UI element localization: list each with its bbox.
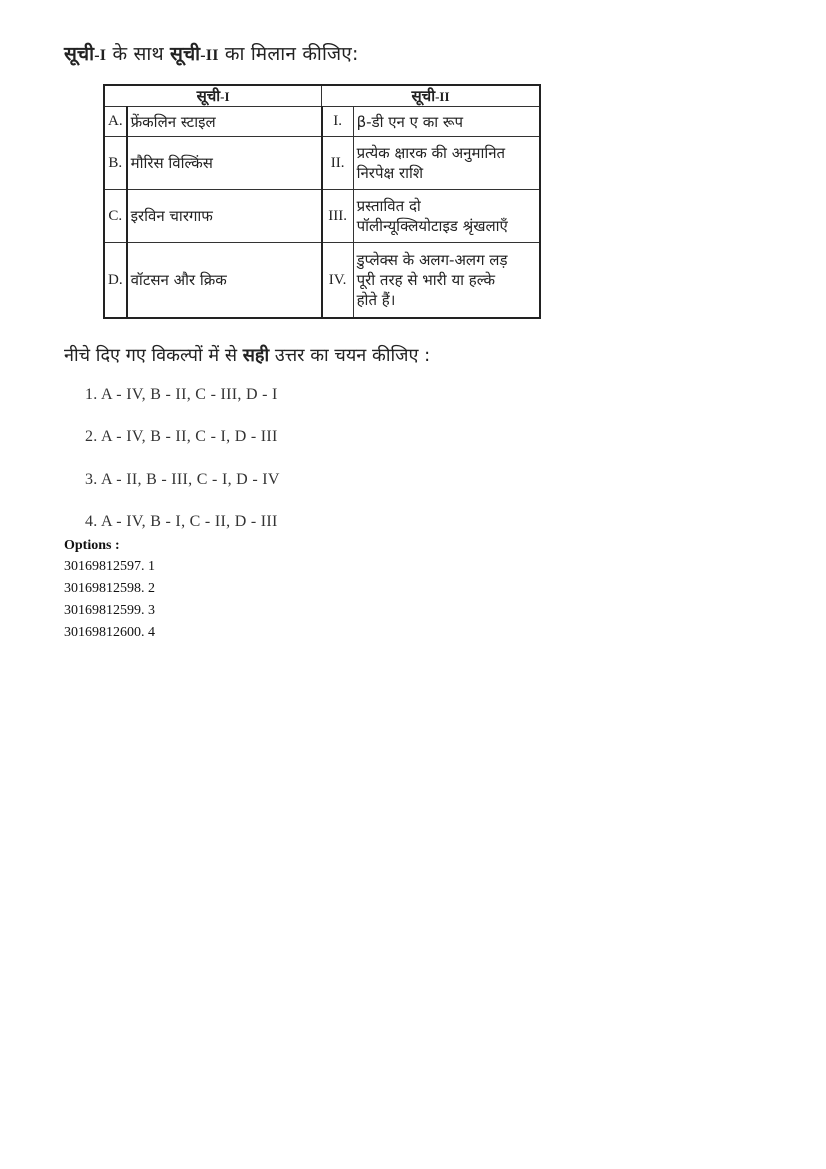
header-list1-word: सूची — [196, 87, 221, 105]
header-list1-num: -I — [220, 89, 230, 104]
instruction-after: उत्तर का चयन कीजिए : — [269, 345, 431, 366]
row-desc-line: डुप्लेक्स के अलग-अलग लड़ — [356, 251, 508, 269]
instruction-text — [64, 343, 430, 367]
row-item: मौरिस विल्किंस — [127, 137, 322, 190]
question-text-match: का मिलान कीजिए: — [218, 43, 359, 65]
row-desc-line: पॉलीन्यूक्लियोटाइड श्रृंखलाएँ — [356, 217, 508, 235]
option-id-4[interactable]: 30169812600. 4 — [64, 625, 155, 640]
row-desc-line: β-डी एन ए का रूप — [356, 112, 464, 131]
table-row — [104, 107, 540, 137]
answer-choice-3: 3. A - II, B - III, C - I, D - IV — [85, 471, 280, 488]
option-id-3[interactable]: 30169812599. 3 — [64, 603, 155, 618]
option-id-2[interactable]: 30169812598. 2 — [64, 581, 155, 596]
options-label: Options : — [64, 538, 120, 553]
table-row — [104, 190, 540, 243]
row-num: II. — [322, 137, 354, 190]
row-item: इरविन चारगाफ — [127, 190, 322, 243]
row-desc — [353, 190, 540, 243]
header-list2 — [322, 85, 540, 107]
table-header-row — [104, 85, 540, 107]
table-row — [104, 243, 540, 319]
table-row — [104, 137, 540, 190]
row-num: I. — [322, 107, 354, 137]
row-desc-line: प्रस्तावित दो — [356, 197, 421, 215]
answer-choice-2: 2. A - IV, B - II, C - I, D - III — [85, 428, 278, 445]
row-num: IV. — [322, 243, 354, 319]
row-item: फ्रेंकलिन स्टाइल — [127, 107, 322, 137]
question-title — [64, 40, 359, 66]
instruction-bold: सही — [242, 345, 270, 366]
match-table — [103, 84, 541, 319]
instruction-before: नीचे दिए गए विकल्पों में से — [64, 345, 243, 366]
row-desc-line: पूरी तरह से भारी या हल्के — [356, 271, 496, 289]
row-desc-line: होते हैं। — [356, 291, 396, 309]
row-label: C. — [104, 190, 127, 243]
row-label: B. — [104, 137, 127, 190]
row-desc — [353, 107, 540, 137]
answer-choice-1: 1. A - IV, B - II, C - III, D - I — [85, 386, 278, 403]
row-desc — [353, 243, 540, 319]
header-list2-word: सूची — [411, 87, 436, 105]
header-list1 — [104, 85, 322, 107]
question-text-with: के साथ — [106, 43, 171, 65]
option-id-1[interactable]: 30169812597. 1 — [64, 559, 155, 574]
question-list1-word: सूची — [64, 43, 95, 65]
row-label: D. — [104, 243, 127, 319]
answer-choice-4: 4. A - IV, B - I, C - II, D - III — [85, 513, 278, 530]
row-num: III. — [322, 190, 354, 243]
row-desc-line: प्रत्येक क्षारक की अनुमानित — [356, 144, 506, 162]
question-list2-num: -II — [200, 47, 219, 64]
question-list1-num: -I — [94, 47, 107, 64]
question-list2-word: सूची — [170, 43, 201, 65]
row-desc — [353, 137, 540, 190]
row-desc-line: निरपेक्ष राशि — [356, 164, 424, 182]
row-label: A. — [104, 107, 127, 137]
row-item: वॉटसन और क्रिक — [127, 243, 322, 319]
header-list2-num: -II — [435, 89, 450, 104]
